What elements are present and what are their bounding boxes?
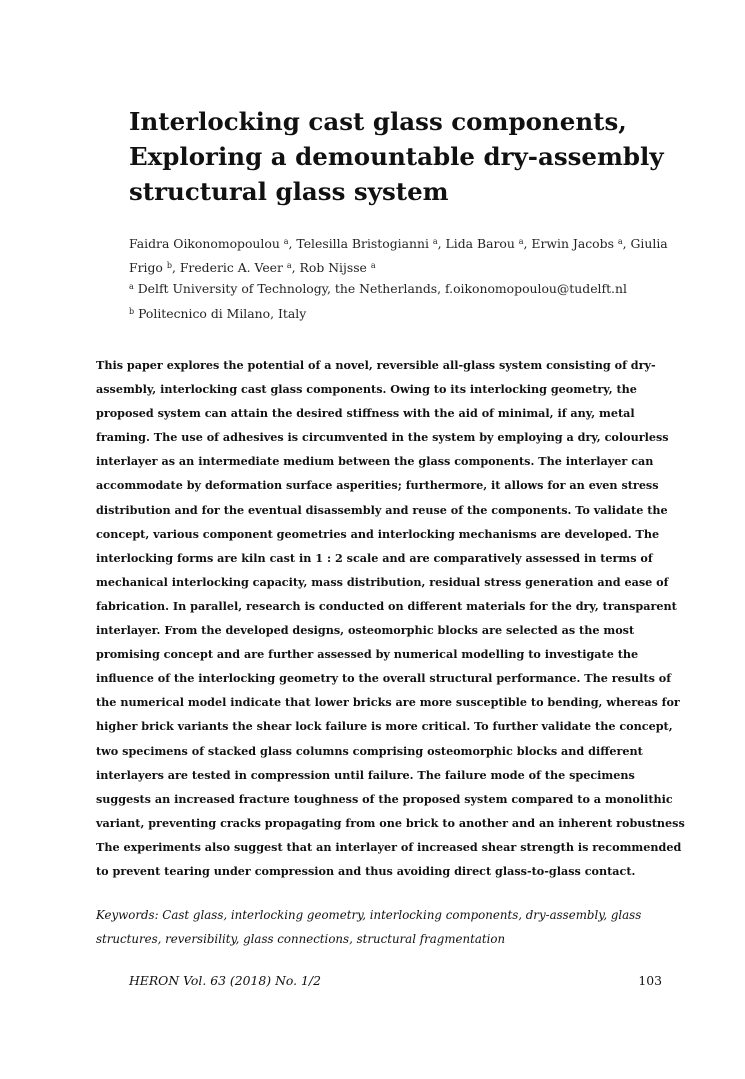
author-name: Faidra Oikonomopoulou: [129, 236, 284, 251]
affiliation-mark: b: [166, 261, 172, 270]
affiliation-mark: a: [518, 237, 524, 246]
abstract-line: the numerical model indicate that lower bricks are more susceptible to bending, whereas for: [96, 695, 680, 710]
author-name: , Giulia: [622, 236, 668, 251]
affiliation-mark: a: [432, 237, 438, 246]
abstract-line: distribution and for the eventual disassembly and reuse of the components. To validate the: [96, 502, 668, 517]
abstract-line: accommodate by deformation surface asperities; furthermore, it allows for an even stress: [96, 478, 659, 493]
author-name: Frigo: [129, 260, 167, 275]
affiliation-mark: a: [286, 261, 292, 270]
abstract-line: variant, preventing cracks propagating from one brick to another and an inherent robustness: [96, 815, 685, 830]
abstract-line: suggests an increased fracture toughness of the proposed system compared to a monolithic: [96, 791, 673, 806]
author-name: , Lida Barou: [437, 236, 519, 251]
keywords-line: Keywords: Cast glass, interlocking geometry, interlocking components, dry-assembly, glass: [96, 908, 642, 922]
title-line: Interlocking cast glass components,: [129, 107, 627, 136]
abstract-line: assembly, interlocking cast glass components. Owing to its interlocking geometry, the: [96, 382, 637, 397]
abstract-line: framing. The use of adhesives is circumvented in the system by employing a dry, colourless: [96, 430, 669, 445]
author-line: [129, 256, 669, 280]
abstract-line: The experiments also suggest that an interlayer of increased shear strength is recommended: [96, 839, 682, 854]
affiliation-text: Delft University of Technology, the Netherlands, f.oikonomopoulou@tudelft.nl: [133, 281, 627, 296]
abstract-line: to prevent tearing under compression and thus avoiding direct glass-to-glass contact.: [96, 863, 636, 878]
abstract-line: This paper explores the potential of a novel, reversible all-glass system consisting of dry-: [96, 358, 656, 372]
abstract-line: interlayer. From the developed designs, osteomorphic blocks are selected as the most: [96, 623, 635, 638]
affiliation-mark: a: [129, 282, 134, 291]
author-name: , Rob Nijsse: [291, 260, 371, 275]
author-name: , Frederic A. Veer: [171, 260, 287, 275]
footer-journal-reference: HERON Vol. 63 (2018) No. 1/2: [129, 973, 321, 988]
title-line: structural glass system: [129, 177, 449, 206]
affiliation-mark: a: [617, 237, 623, 246]
author-list: [129, 232, 669, 280]
keywords-line: structures, reversibility, glass connections, structural fragmentation: [96, 932, 506, 946]
abstract-line: interlayer as an intermediate medium between the glass components. The interlayer can: [96, 454, 654, 469]
author-name: , Telesilla Bristogianni: [288, 236, 433, 251]
keywords: [96, 903, 656, 951]
author-line: [129, 232, 669, 256]
author-name: , Erwin Jacobs: [523, 236, 618, 251]
title-line: Exploring a demountable dry-assembly: [129, 142, 664, 171]
abstract-line: influence of the interlocking geometry to the overall structural performance. The results of: [96, 671, 672, 686]
abstract-line: interlocking forms are kiln cast in 1 : 2 scale and are comparatively assessed in terms of: [96, 550, 653, 565]
affiliation-text: Politecnico di Milano, Italy: [134, 306, 307, 321]
paper-title: [129, 104, 689, 209]
affiliation-a: [129, 279, 689, 299]
affiliation-mark: a: [283, 237, 289, 246]
abstract-line: fabrication. In parallel, research is conducted on different materials for the dry, transparent: [96, 598, 677, 613]
abstract-line: concept, various component geometries and interlocking mechanisms are developed. The: [96, 526, 660, 541]
abstract-line: mechanical interlocking capacity, mass distribution, residual stress generation and ease of: [96, 574, 669, 589]
abstract-line: higher brick variants the shear lock failure is more critical. To further validate the concept,: [96, 719, 673, 734]
abstract-line: interlayers are tested in compression until failure. The failure mode of the specimens: [96, 767, 635, 782]
abstract: [96, 353, 685, 883]
abstract-line: two specimens of stacked glass columns comprising osteomorphic blocks and different: [96, 743, 643, 758]
footer-page-number: 103: [638, 973, 662, 988]
abstract-line: proposed system can attain the desired stiffness with the aid of minimal, if any, metal: [96, 406, 635, 421]
affiliation-b: [129, 304, 689, 324]
affiliation-mark: b: [129, 307, 135, 316]
abstract-line: promising concept and are further assessed by numerical modelling to investigate the: [96, 647, 639, 662]
affiliation-mark: a: [370, 261, 376, 270]
